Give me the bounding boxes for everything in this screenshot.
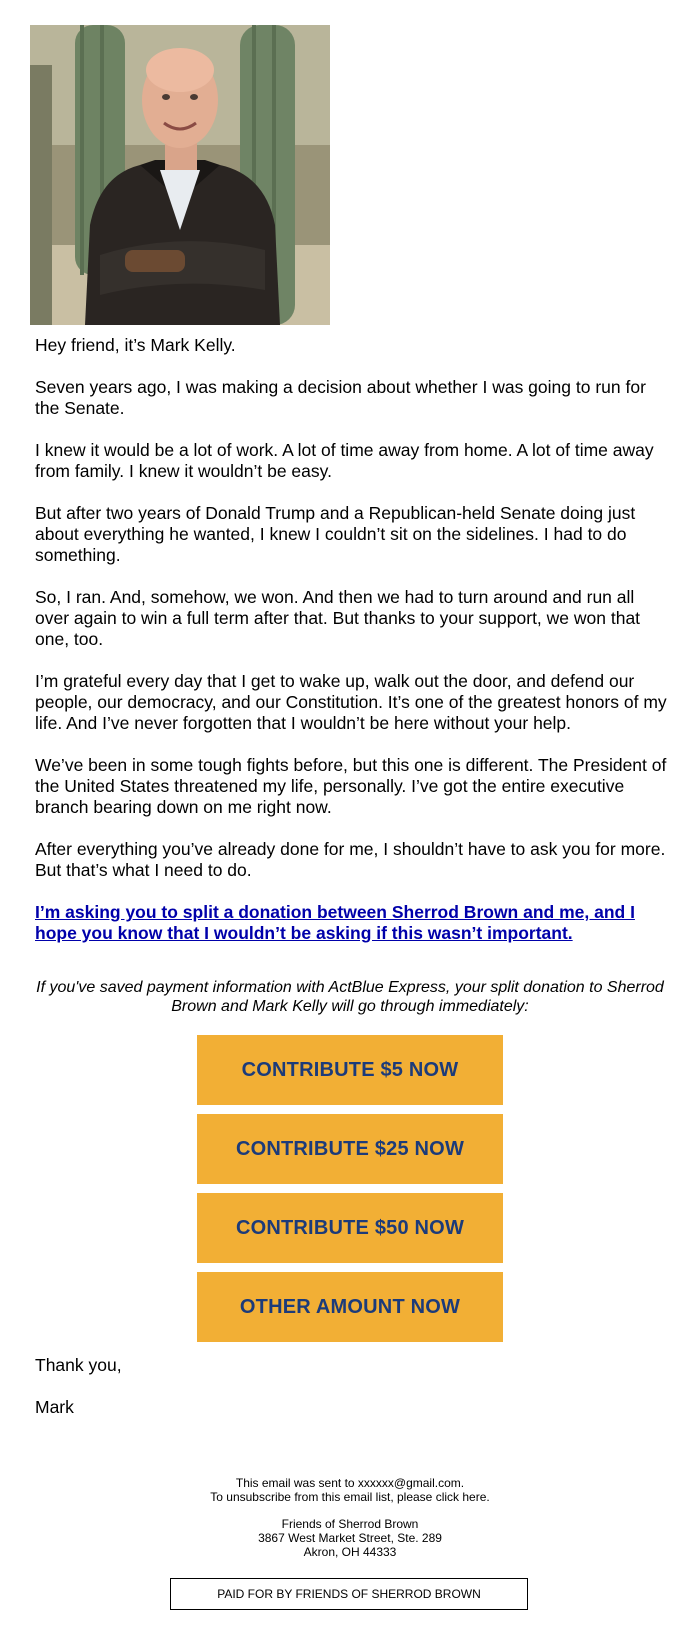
footer-unsub-suffix: . xyxy=(486,1490,490,1504)
greeting: Hey friend, it’s Mark Kelly. xyxy=(35,335,236,355)
footer-sent-suffix: . xyxy=(460,1476,465,1490)
ask-paragraph xyxy=(35,902,671,944)
unsubscribe-link[interactable]: click here xyxy=(435,1490,487,1504)
footer-sent-prefix: This email was sent to xyxy=(235,1476,358,1490)
paid-for-disclaimer: PAID FOR BY FRIENDS OF SHERROD BROWN xyxy=(170,1578,528,1610)
footer-org: Friends of Sherrod Brown xyxy=(281,1517,419,1531)
actblue-express-note: If you've saved payment information with ActBlue Express, your split donation to Sherrod Brown and Mark Kelly will go through immediately: xyxy=(36,979,664,1015)
paragraph-4: So, I ran. And, somehow, we won. And then we had to turn around and run all over again to win a full term after that. But thanks to your support, we won that one, too. xyxy=(35,587,641,649)
portrait-illustration xyxy=(30,25,330,325)
paragraph-1: Seven years ago, I was making a decision about whether I was going to run for the Senate. xyxy=(35,377,646,418)
paragraph-6: We’ve been in some tough fights before, but this one is different. The President of the United States threatened my life, personally. I’ve got the entire executive branch bearing down on me right now. xyxy=(35,755,667,817)
closing-thanks: Thank you, xyxy=(35,1355,122,1375)
portrait-photo xyxy=(30,25,330,325)
footer-street: 3867 West Market Street, Ste. 289 xyxy=(258,1531,442,1545)
contribute-25-button[interactable]: CONTRIBUTE $25 NOW xyxy=(197,1114,503,1184)
other-amount-button[interactable]: OTHER AMOUNT NOW xyxy=(197,1272,503,1342)
split-donation-link[interactable]: I’m asking you to split a donation between Sherrod Brown and me, and I hope you know that I wouldn’t be asking if this wasn’t important. xyxy=(35,902,635,943)
footer-city: Akron, OH 44333 xyxy=(303,1545,397,1559)
footer-email: xxxxxx@gmail.com xyxy=(357,1476,461,1490)
contribute-5-button[interactable]: CONTRIBUTE $5 NOW xyxy=(197,1035,503,1105)
paragraph-5: I’m grateful every day that I get to wake up, walk out the door, and defend our people, our democracy, and our Constitution. It’s one of the greatest honors of my life. And I’ve never forgotten that I wouldn’t be here without your help. xyxy=(35,671,667,733)
paragraph-2: I knew it would be a lot of work. A lot of time away from home. A lot of time away from family. I knew it wouldn’t be easy. xyxy=(35,440,654,481)
footer-unsubscribe xyxy=(0,1490,700,1504)
footer-sent-to xyxy=(0,1476,700,1490)
footer-unsub-prefix: To unsubscribe from this email list, please xyxy=(210,1490,436,1504)
paragraph-3: But after two years of Donald Trump and a Republican-held Senate doing just about everything he wanted, I knew I couldn’t sit on the sidelines. I had to do something. xyxy=(35,503,636,565)
signature: Mark xyxy=(35,1397,74,1417)
paragraph-7: After everything you’ve already done for me, I shouldn’t have to ask you for more. But that’s what I need to do. xyxy=(35,839,666,880)
contribute-50-button[interactable]: CONTRIBUTE $50 NOW xyxy=(197,1193,503,1263)
letter-body xyxy=(35,335,671,944)
